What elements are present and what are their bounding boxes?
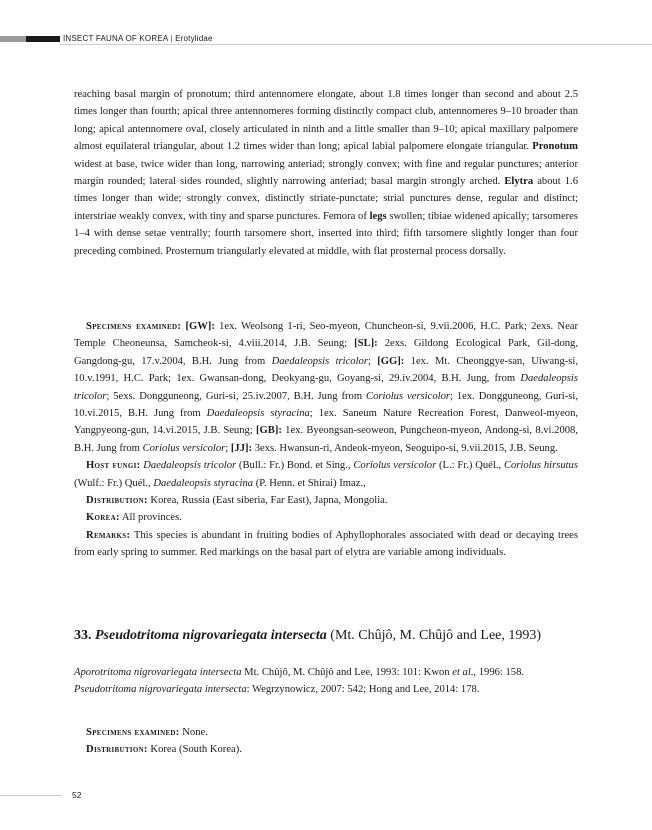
description-paragraph bbox=[74, 86, 578, 260]
text-run: [SL]: bbox=[354, 338, 378, 350]
footer-rule bbox=[0, 795, 62, 796]
text-run: 1ex. Mt. Cheonggye-san, Uiwang-si, 10.v.1991, H.C. Park; 1ex. Gwansan-dong, Deokyang-gu, Goyang-si, 29.iv.2004, B.H. Jung, from bbox=[74, 355, 578, 385]
text-run: swollen; tibiae widened apically; tarsomeres 1–4 with dense setae ventrally; fourth tarsomere short, inserted into third; fifth tarsomere slightly longer than four preceding combined. Prosternum triangularly elevated at middle, with flat prosternal process dorsally. bbox=[74, 210, 578, 257]
running-header: INSECT FAUNA OF KOREA | Erotylidae bbox=[63, 34, 213, 43]
text-run: legs bbox=[369, 210, 387, 222]
taxon-name: Daedaleopsis tricolor bbox=[74, 373, 578, 402]
text-run: (Bull.: Fr.) Bond. et Sing., bbox=[236, 460, 354, 472]
text-run: Korea, Russia (East siberia, Far East), Japna, Mongolia. bbox=[147, 495, 388, 507]
korea-paragraph bbox=[74, 509, 578, 526]
text-run: (L.: Fr.) Quél., bbox=[436, 460, 504, 472]
text-run: Elytra bbox=[504, 176, 534, 188]
text-run: about 1.6 times longer than wide; strongly convex, distinctly striate-punctate; strial punctures dense, regular and distinct; interstriae weakly convex, with tiny and sparse punctures. Femora of bbox=[74, 176, 578, 222]
text-run: [GW]: bbox=[185, 321, 215, 332]
text-run: [JJ]: bbox=[230, 442, 253, 454]
taxon-name: Daedaleopsis styracina bbox=[206, 408, 310, 420]
text-run: This species is abundant in fruiting bodies of Aphyllophorales associated with dead or decaying trees from early spring to summer. Red markings on the basal part of elytra are variable among individuals. bbox=[74, 529, 578, 559]
specimens-block bbox=[74, 318, 578, 562]
taxon-name: Daedaleopsis tricolor bbox=[271, 355, 368, 367]
text-run: [GB]: bbox=[256, 425, 282, 437]
description-block bbox=[74, 86, 578, 260]
page-number: 52 bbox=[72, 790, 82, 800]
specimens-examined-paragraph bbox=[74, 318, 578, 457]
text-run: None. bbox=[179, 727, 208, 738]
text-run: Korea (South Korea). bbox=[147, 744, 242, 756]
text-run: (P. Henn. et Shirai) Imaz., bbox=[253, 477, 366, 489]
family-name: Erotylidae bbox=[175, 34, 213, 43]
section-label: Host fungi: bbox=[86, 460, 141, 472]
text-run: 1ex. Byeongsan-seoweon, Pungcheon-myeon, Andong-si, 8.vi.2008, B.H. Jung from bbox=[74, 425, 578, 454]
text-run: 2exs. Gildong Ecological Park, Gil-dong, Gangdong-gu, 17.v.2004, B.H. Jung from bbox=[74, 338, 578, 367]
taxon-name: et al bbox=[452, 667, 471, 678]
section-label: Remarks: bbox=[86, 529, 131, 541]
text-run: widest at base, twice wider than long, narrowing anteriad; strongly convex; with fine and regular punctures; anterior margin rounded; lateral sides rounded, slightly narrowing anteriad; basal margin strongly arched. bbox=[74, 158, 578, 188]
species-name: Pseudotritoma nigrovariegata intersecta bbox=[95, 628, 327, 643]
text-run: ; bbox=[225, 442, 231, 454]
text-run: ; 1ex. Saneum Nature Recreation Forest, Danweol-myeon, Yangpyeong-gun, 14.vi.2015, J.B. Seung; bbox=[74, 408, 579, 437]
text-run: reaching basal margin of pronotum; third antennomere elongate, about 1.8 times longer than second and about 2.5 times longer than fourth; apical three antennomeres forming distinctly compact club, antennomeres 9–10 broader than long; apical antennomere oval, closely articulated in ninth and a little smaller than 9–10; apical maxillary palpomere almost equilateral triangular, about 1.2 times wider than long; apical labial palpomere elongate triangular. bbox=[74, 89, 578, 153]
text-run: Pronotum bbox=[532, 141, 578, 153]
header-bar-dark bbox=[26, 36, 60, 42]
section-label: Distribution: bbox=[86, 495, 148, 507]
text-run: : Wegrzynowicz, 2007: 542; Hong and Lee, 2014: 178. bbox=[246, 684, 480, 696]
section-label: Specimens examined: bbox=[86, 727, 180, 738]
text-run: 1ex. Weolsong 1-ri, Seo-myeon, Chuncheon-si, 9.vii.2006, H.C. Park; 2exs. Near Temple Cheoneunsa, Samcheok-si, 4.viii.2014, J.B. Seung; bbox=[74, 321, 578, 350]
text-run: ; 5exs. Dongguneong, Guri-si, 25.iv.2007, B.H. Jung from bbox=[106, 390, 367, 402]
taxon-name: Coriolus hirsutus bbox=[503, 460, 578, 472]
specimens-examined-paragraph-2 bbox=[74, 724, 578, 741]
species-number: 33. bbox=[74, 628, 92, 643]
taxon-name: Aporotritoma nigrovariegata intersecta bbox=[74, 667, 242, 678]
synonym-line-2 bbox=[74, 681, 578, 698]
distribution-paragraph bbox=[74, 492, 578, 509]
taxon-name: Daedaleopsis styracina bbox=[153, 477, 254, 489]
synonyms-block bbox=[74, 664, 578, 699]
section-label: Distribution: bbox=[86, 744, 148, 756]
species-author: (Mt. Chûjô, M. Chûjô and Lee, 1993) bbox=[330, 628, 542, 643]
taxon-name: Coriolus versicolor bbox=[353, 460, 437, 472]
taxon-name: Coriolus versicolor bbox=[142, 442, 226, 454]
text-run: All provinces. bbox=[119, 512, 182, 524]
text-run: 3exs. Hwansun-ri, Andeok-myeon, Seoguipo-si, 9.vii.2015, J.B. Seung. bbox=[252, 442, 558, 454]
section-label: Korea: bbox=[86, 512, 120, 524]
text-run: Mt. Chûjô, M. Chûjô and Lee, 1993: 101: Kwon bbox=[241, 667, 453, 678]
taxon-name: Coriolus versicolor bbox=[366, 390, 450, 402]
text-run: (Wulf.: Fr.) Quél., bbox=[74, 477, 154, 489]
taxon-name: Pseudotritoma nigrovariegata intersecta bbox=[74, 684, 247, 696]
text-run: ., 1996: 158. bbox=[470, 667, 525, 678]
species-heading bbox=[74, 628, 578, 644]
species-33-details bbox=[74, 724, 578, 759]
remarks-paragraph bbox=[74, 527, 578, 562]
header-rule bbox=[60, 44, 652, 45]
synonym-line-1 bbox=[74, 664, 578, 681]
section-label: Specimens examined: bbox=[86, 321, 182, 332]
taxon-name: Daedaleopsis tricolor bbox=[143, 460, 237, 472]
header-bar-light bbox=[0, 36, 26, 42]
text-run: [GG]: bbox=[377, 355, 405, 367]
journal-title: INSECT FAUNA OF KOREA bbox=[63, 34, 168, 43]
host-fungi-paragraph bbox=[74, 457, 578, 492]
text-run: ; 1ex. Dongguneong, Guri-si, 10.vi.2015, B.H. Jung from bbox=[74, 390, 578, 420]
text-run: ; bbox=[367, 355, 378, 367]
distribution-paragraph-2 bbox=[74, 741, 578, 758]
